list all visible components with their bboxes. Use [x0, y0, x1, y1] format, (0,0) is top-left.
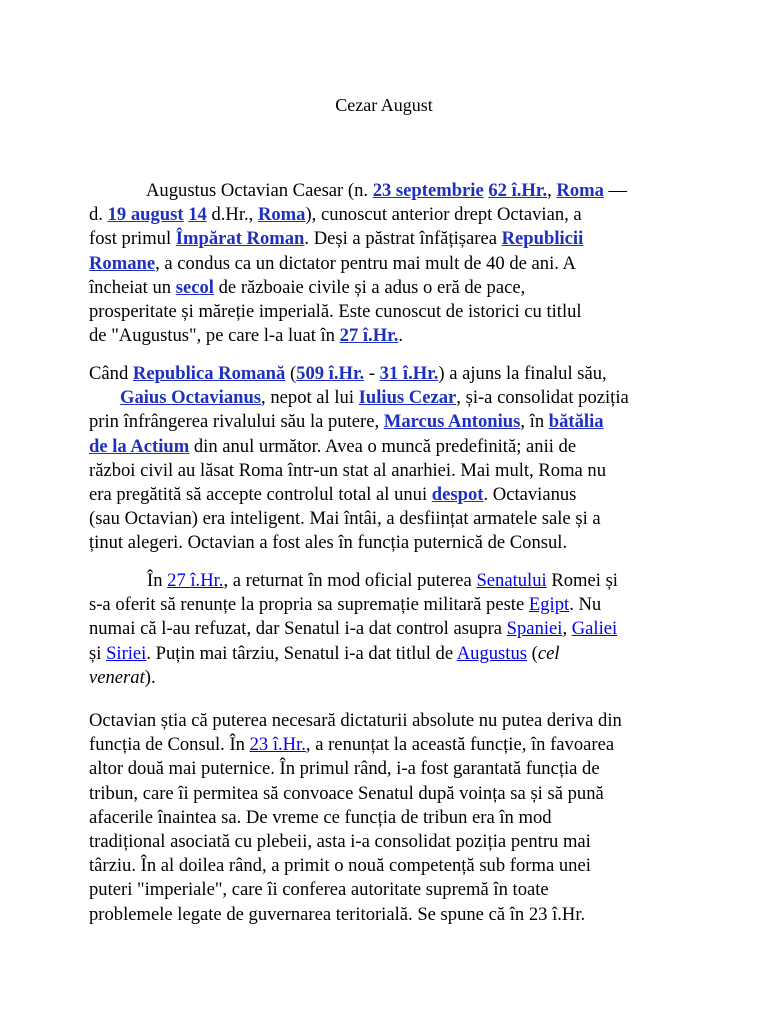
article-link[interactable]: 14: [188, 204, 207, 226]
text-line: [89, 617, 618, 641]
text-run: ,: [547, 180, 557, 201]
paragraph-senate: [89, 569, 618, 690]
article-link[interactable]: Roma: [257, 204, 306, 226]
text-run: -: [364, 363, 380, 384]
text-run: d.Hr.,: [206, 204, 258, 226]
text-line: [89, 569, 618, 593]
text-run: —: [603, 180, 628, 201]
article-link[interactable]: 31 î.Hr.: [379, 363, 439, 384]
article-link[interactable]: Împărat Roman: [175, 228, 305, 250]
paragraph-powers: [89, 709, 622, 927]
article-link[interactable]: Romane: [89, 252, 156, 274]
text-run: . Puțin mai târziu, Senatul i-a dat titlul de: [146, 642, 457, 664]
article-link[interactable]: Spaniei: [506, 618, 563, 640]
article-link[interactable]: 23 septembrie: [372, 180, 484, 201]
text-run: Romei și: [546, 570, 618, 591]
text-line: [89, 410, 629, 434]
text-run: Augustus Octavian Caesar (n.: [146, 180, 373, 201]
text-line: [89, 276, 627, 300]
text-line: [89, 878, 622, 902]
text-line: [89, 507, 629, 531]
text-run: ).: [144, 666, 156, 688]
article-link[interactable]: 62 î.Hr.: [488, 180, 548, 201]
text-run: numai că l-au refuzat, dar Senatul i-a dat control asupra: [89, 618, 507, 640]
italic-text: venerat: [89, 666, 145, 688]
text-run: , a renunțat la această funcție, în favoarea: [305, 734, 615, 756]
text-line: [89, 483, 629, 507]
text-run: prin înfrângerea rivalului său la putere,: [89, 411, 384, 433]
text-line: [89, 459, 629, 483]
text-run: În: [147, 570, 168, 591]
text-run: puteri "imperiale", care îi conferea autoritate supremă în toate: [89, 879, 549, 901]
article-link[interactable]: 509 î.Hr.: [296, 363, 365, 384]
text-line: [89, 709, 622, 733]
article-link[interactable]: Siriei: [106, 642, 147, 664]
text-run: funcția de Consul. În: [89, 734, 250, 756]
text-run: . Nu: [569, 594, 602, 616]
text-run: de războaie civile și a adus o eră de pace,: [213, 276, 526, 298]
text-run: fost primul: [89, 228, 176, 250]
text-run: ținut alegeri. Octavian a fost ales în funcția puternică de Consul.: [89, 532, 568, 554]
article-link[interactable]: 19 august: [107, 204, 184, 226]
text-line: [89, 806, 622, 830]
article-link[interactable]: Augustus: [456, 642, 527, 664]
article-link[interactable]: Egipt: [528, 594, 570, 616]
text-run: ), cunoscut anterior drept Octavian, a: [305, 204, 582, 226]
article-link[interactable]: Galiei: [571, 618, 618, 640]
text-run: .: [398, 325, 404, 347]
text-run: problemele legate de guvernarea teritorială. Se spune că în 23 î.Hr.: [89, 903, 586, 925]
document-title: Cezar August: [335, 95, 433, 115]
text-line: [89, 903, 622, 927]
text-run: încheiat un: [89, 276, 176, 298]
text-run: tribun, care îi permitea să convoace Senatul după voința sa și să pună: [89, 782, 604, 804]
text-line: [89, 666, 618, 690]
text-run: , a condus ca un dictator pentru mai mult de 40 de ani. A: [155, 252, 576, 274]
article-link[interactable]: Iulius Cezar: [358, 387, 457, 409]
article-link[interactable]: Senatului: [476, 570, 547, 591]
text-line: [89, 362, 629, 386]
text-run: , în: [520, 411, 549, 433]
paragraph-intro: [89, 179, 627, 348]
text-line: [89, 324, 627, 348]
text-run: . Deși a păstrat înfățișarea: [304, 228, 502, 250]
text-line: [89, 782, 622, 806]
text-line: [89, 300, 627, 324]
article-link[interactable]: Republicii: [501, 228, 584, 250]
text-run: d.: [89, 204, 108, 226]
text-line: [89, 203, 627, 227]
text-run: și: [89, 642, 107, 664]
italic-text: cel: [537, 642, 560, 664]
text-line: [89, 830, 622, 854]
text-run: din anul următor. Avea o muncă predefinită; anii de: [189, 435, 577, 457]
text-line: [89, 642, 618, 666]
text-run: târziu. În al doilea rând, a primit o nouă competență sub forma unei: [89, 855, 591, 877]
text-line: [89, 733, 622, 757]
text-line: [89, 435, 629, 459]
text-run: de "Augustus", pe care l-a luat în: [89, 325, 340, 347]
text-run: ) a ajuns la finalul său,: [438, 363, 607, 384]
text-line: [89, 757, 622, 781]
text-run: Octavian știa că puterea necesară dictaturii absolute nu putea deriva din: [89, 710, 622, 731]
article-link[interactable]: 23 î.Hr.: [249, 734, 306, 756]
article-link[interactable]: bătălia: [548, 411, 604, 433]
text-run: afacerile înaintea sa. De vreme ce funcția de tribun era în mod: [89, 806, 552, 828]
article-link[interactable]: Gaius Octavianus: [120, 387, 262, 409]
text-line: [89, 593, 618, 617]
text-line: [89, 531, 629, 555]
article-link[interactable]: Republica Romană: [132, 363, 286, 384]
text-run: prosperitate și măreție imperială. Este cunoscut de istorici cu titlul: [89, 300, 582, 322]
text-run: (: [526, 642, 538, 664]
text-run: ,: [562, 618, 572, 640]
text-run: (sau Octavian) era inteligent. Mai întâi, a desființat armatele sale și a: [89, 508, 601, 530]
text-line: [89, 854, 622, 878]
text-run: (: [285, 363, 297, 384]
text-line: [89, 386, 629, 410]
article-link[interactable]: 27 î.Hr.: [167, 570, 224, 591]
text-run: tradițional asociată cu plebeii, asta i-a consolidat poziția pentru mai: [89, 830, 591, 852]
text-run: , nepot al lui: [261, 387, 359, 409]
text-run: , și-a consolidat poziția: [456, 387, 629, 409]
paragraph-republic-end: [89, 362, 629, 556]
text-run: altor două mai puternice. În primul rând, i-a fost garantată funcția de: [89, 758, 600, 780]
article-link[interactable]: 27 î.Hr.: [339, 325, 399, 347]
article-link[interactable]: Roma: [556, 180, 604, 201]
text-run: . Octavianus: [483, 483, 577, 505]
text-line: [89, 252, 627, 276]
article-link[interactable]: despot: [431, 483, 484, 505]
text-run: Când: [89, 363, 133, 384]
text-run: război civil au lăsat Roma într-un stat al anarhiei. Mai mult, Roma nu: [89, 459, 607, 481]
text-line: [89, 179, 627, 203]
text-run: era pregătită să accepte controlul total al unui: [89, 483, 432, 505]
text-line: [89, 227, 627, 251]
article-link[interactable]: Marcus Antonius: [383, 411, 521, 433]
text-run: s-a oferit să renunțe la propria sa supremație militară peste: [89, 594, 529, 616]
article-link[interactable]: secol: [175, 276, 214, 298]
text-run: , a returnat în mod oficial puterea: [223, 570, 477, 591]
article-link[interactable]: de la Actium: [89, 435, 190, 457]
